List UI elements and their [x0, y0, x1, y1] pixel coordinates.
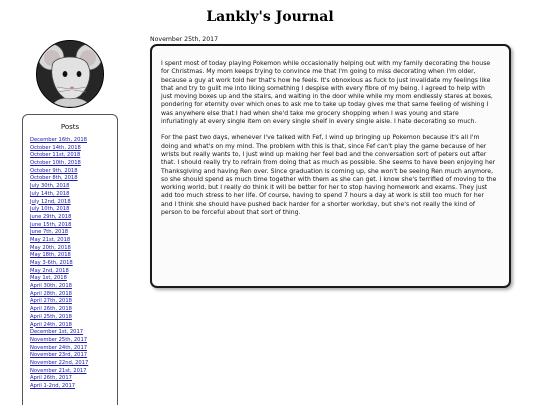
post-link[interactable]: October 8th, 2018 — [30, 175, 78, 182]
post-link[interactable]: April 26th, 2018 — [30, 306, 72, 313]
post-link-item — [30, 291, 117, 299]
post-link[interactable]: May 3-6th, 2018 — [30, 260, 73, 266]
post-link-item — [30, 152, 117, 160]
post-link-item — [30, 360, 117, 368]
post-link-item — [30, 275, 117, 283]
post-link[interactable]: April 26th, 2017 — [30, 375, 72, 382]
posts-heading: Posts — [60, 123, 80, 131]
post-link[interactable]: November 22nd, 2017 — [30, 359, 89, 366]
post-link-item — [30, 298, 117, 306]
post-link-item — [30, 322, 117, 330]
post-link-item — [30, 206, 117, 214]
post-link-item — [30, 245, 117, 253]
post-link-item — [30, 191, 117, 199]
post-link[interactable]: April 25th, 2018 — [30, 313, 72, 320]
post-link-item — [30, 229, 117, 237]
post-link-item — [30, 160, 117, 168]
post-link[interactable]: October 10th, 2018 — [30, 160, 81, 167]
post-link[interactable]: May 21st, 2018 — [30, 236, 71, 243]
post-link-item — [30, 168, 117, 176]
post-link[interactable]: July 12nd, 2018 — [30, 198, 71, 205]
post-link[interactable]: April 1-2nd, 2017 — [30, 383, 76, 389]
post-link[interactable]: April 28th, 2018 — [30, 290, 72, 297]
post-link[interactable]: July 10th, 2018 — [30, 206, 70, 213]
post-link-item — [30, 329, 117, 337]
post-link[interactable]: November 25th, 2017 — [30, 336, 88, 343]
post-link[interactable]: June 7th, 2018 — [30, 229, 69, 236]
post-link-item — [30, 145, 117, 153]
post-link[interactable]: April 30th, 2018 — [30, 283, 72, 290]
posts-sidebar — [22, 114, 118, 405]
post-link-item — [30, 214, 117, 222]
post-link[interactable]: April 24th, 2018 — [30, 321, 72, 328]
post-link[interactable]: May 1st, 2018 — [30, 275, 67, 282]
page-title: Lankly's Journal — [206, 9, 334, 25]
avatar — [36, 40, 104, 108]
post-link[interactable]: October 11st, 2018 — [30, 152, 81, 159]
post-link[interactable]: June 15th, 2018 — [30, 221, 72, 228]
post-link-item — [30, 183, 117, 191]
post-link[interactable]: October 14th, 2018 — [30, 144, 81, 151]
post-link[interactable]: November 24th, 2017 — [30, 344, 88, 351]
post-link-item — [30, 283, 117, 291]
post-link[interactable]: July 14th, 2018 — [30, 190, 70, 197]
journal-entry — [150, 44, 511, 288]
post-link[interactable]: November 21st, 2017 — [30, 367, 87, 374]
post-link[interactable]: May 18th, 2018 — [30, 252, 71, 259]
post-link-item — [30, 345, 117, 353]
post-link-item — [30, 306, 117, 314]
post-link-item — [30, 352, 117, 360]
mouse-avatar-icon — [37, 41, 103, 107]
post-link[interactable]: December 16th, 2018 — [30, 137, 87, 143]
post-link-item — [30, 337, 117, 345]
post-link-item — [30, 175, 117, 183]
post-link[interactable]: May 20th, 2018 — [30, 244, 71, 251]
post-link-item — [30, 199, 117, 207]
post-link-item — [30, 237, 117, 245]
post-link[interactable]: May 2nd, 2018 — [30, 267, 69, 274]
entry-paragraph: For the past two days, whenever I've talked with Fef, I wind up bringing up Pokemon because it's all I'm doing and what's on my mind. The problem with this is that, since Fef can't play the game because of her wrists but really wants to, I just wind up making her feel bad and the conversation sort of peters out after that. I should really try to refrain from doing that as much as possible. She seems to have been enjoying her Thanksgiving and having Ren over. Since graduation is coming up, she won't be seeing Ren much anymore, so she should spend as much time together with them as she can get. I know she's terrified of moving to the working world, but I really do think it will be better for her to stop having homework and exams. They just add too much stress to her life. Of course, having to spend 7 hours a day at work is still too much for her and I think she should have pushed back harder for a shorter workday, but she's not really the kind of person to be forceful about that sort of thing. — [161, 134, 497, 217]
post-link[interactable]: October 9th, 2018 — [30, 167, 78, 174]
post-link-item — [30, 252, 117, 260]
post-link-item — [30, 260, 117, 268]
post-link-item — [30, 137, 117, 145]
post-link-item — [30, 222, 117, 230]
post-link[interactable]: November 23rd, 2017 — [30, 352, 88, 359]
post-link[interactable]: April 27th, 2018 — [30, 298, 72, 305]
post-link-item — [30, 268, 117, 276]
post-link-item — [30, 383, 117, 391]
post-link[interactable]: June 29th, 2018 — [30, 213, 72, 220]
posts-list — [23, 137, 117, 391]
post-link-item — [30, 375, 117, 383]
post-link[interactable]: July 30th, 2018 — [30, 183, 70, 190]
post-link[interactable]: December 1st, 2017 — [30, 329, 84, 336]
entry-paragraph: I spent most of today playing Pokemon while occasionally helping out with my family decorating the house for Christmas. My mom keeps trying to convince me that I'm going to miss decorating when I'm older, because a guy at work told her that's how he feels. It's obnoxious as fuck to just invalidate my feelings like that and try to guilt me into liking something I despise with every fibre of my being. I agreed to help with just moving boxes up and the stairs, and waiting in the door while while my mom endlessly stares at boxes, pondering for eternity over which ones to ask me to take up today gives me that same feeling of wishing I was anywhere else that I had when she'd take me grocery shopping when I was young and stare infuriatingly at every single item on every single shelf in every single aisle. I hate decorating so much. — [161, 60, 493, 126]
post-link-item — [30, 368, 117, 376]
post-link-item — [30, 314, 117, 322]
post-date: November 25th, 2017 — [150, 36, 219, 43]
